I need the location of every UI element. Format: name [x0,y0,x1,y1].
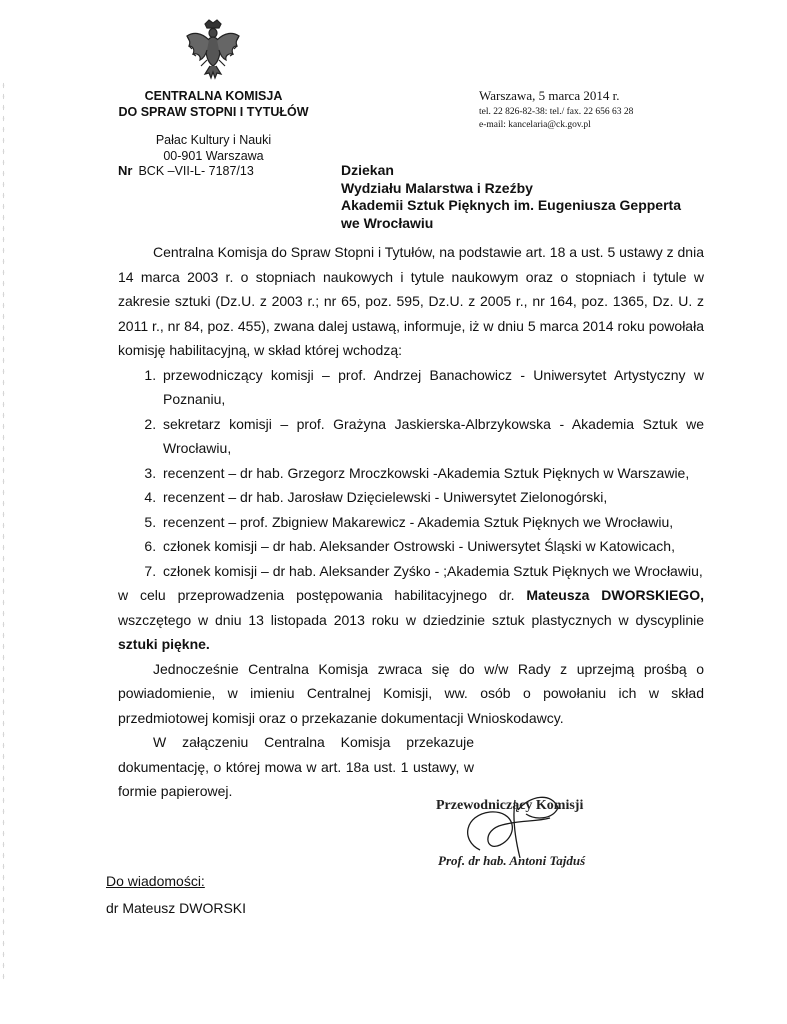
committee-member: 1. przewodniczący komisji – prof. Andrzej Banachowicz - Uniwersytet Artystyczny w Poznaniu, [160,363,704,412]
reference-number-value: BCK –VII-L- 7187/13 [138,164,254,178]
recipient-line-1: Dziekan [341,162,394,178]
address-line-1: Pałac Kultury i Nauki [155,133,272,147]
committee-member: 4. recenzent – dr hab. Jarosław Dzięcielewski - Uniwersytet Zielonogórski, [160,485,704,510]
contact-info [479,106,633,132]
candidate-name: Mateusza DWORSKIEGO, [526,587,704,603]
purpose-text-start: w celu przeprowadzenia postępowania habilitacyjnego dr. [118,587,527,603]
committee-member: 2. sekretarz komisji – prof. Grażyna Jaskierska-Albrzykowska - Akademia Sztuk we Wrocławiu, [160,412,704,461]
reference-number [118,163,254,178]
discipline-name: sztuki piękne. [118,636,210,652]
org-line-1: CENTRALNA KOMISJA [144,89,283,103]
recipient-line-2: Wydziału Malarstwa i Rzeźby [341,179,533,196]
purpose-text-middle: wszczętego w dniu 13 listopada 2013 roku w dziedzinie sztuk plastycznych w dyscyplinie [118,611,704,628]
recipient-block [341,162,681,232]
cc-recipient: dr Mateusz DWORSKI [106,900,247,916]
polish-eagle-emblem-icon [183,18,243,80]
committee-member: 6. członek komisji – dr hab. Aleksander Ostrowski - Uniwersytet Śląski w Katowicach, [160,534,704,559]
signatory-name: Prof. dr hab. Antoni Tajduś [438,853,586,868]
contact-phone: tel. 22 826-82-38: tel./ fax. 22 656 63 28 [479,107,634,117]
committee-member: 3. recenzent – dr hab. Grzegorz Mroczkowski -Akademia Sztuk Pięknych w Warszawie, [160,461,704,486]
contact-email: e-mail: kancelaria@ck.gov.pl [479,120,591,130]
address-line-2: 00-901 Warszawa [163,149,264,163]
committee-members-list [118,363,704,584]
committee-member: 5. recenzent – prof. Zbigniew Makarewicz - Akademia Sztuk Pięknych we Wrocławiu, [160,510,704,535]
place-date: Warszawa, 5 marca 2014 r. [479,88,620,103]
request-paragraph: Jednocześnie Centralna Komisja zwraca się do w/w Rady z uprzejmą prośbą o powiadomienie, w imieniu Centralnej Komisji, ww. osób o powołaniu ich w skład przedmiotowej komisji oraz o przekazanie dokumentacji Wnioskodawcy. [118,660,704,726]
committee-member: 7. członek komisji – dr hab. Aleksander Zyśko - ;Akademia Sztuk Pięknych we Wrocławiu, [160,559,704,584]
purpose-paragraph [118,583,704,657]
reference-number-label: Nr [118,163,133,178]
recipient-line-3: Akademii Sztuk Pięknych im. Eugeniusza Gepperta [341,197,681,213]
attachment-paragraph: W załączeniu Centralna Komisja przekazuje dokumentację, o której mowa w art. 18a ust. 1 ustawy, w formie papierowej. [118,734,474,799]
signatory-title: Przewodniczący Komisji [436,798,584,813]
issuer-organization [112,88,315,120]
issuer-address [150,132,277,164]
cc-label: Do wiadomości: [106,873,205,889]
org-line-2: DO SPRAW STOPNI I TYTUŁÓW [118,105,309,119]
letter-body [118,240,704,804]
scan-edge-noise [2,80,5,980]
intro-paragraph: Centralna Komisja do Spraw Stopni i Tytułów, na podstawie art. 18 a ust. 5 ustawy z dnia 14 marca 2003 r. o stopniach naukowych i tytule naukowym oraz o stopniach i tytule w zakresie sztuki (Dz.U. z 2003 r.; nr 65, poz. 595, Dz.U. z 2005 r., nr 164, poz. 1365, Dz. U. z 2011 r., nr 84, poz. 455), zwana dalej ustawą, informuje, iż w dniu 5 marca 2014 roku powołała komisję habilitacyjną, w skład której wchodzą: [118,244,704,358]
recipient-line-4: we Wrocławiu [341,214,434,231]
